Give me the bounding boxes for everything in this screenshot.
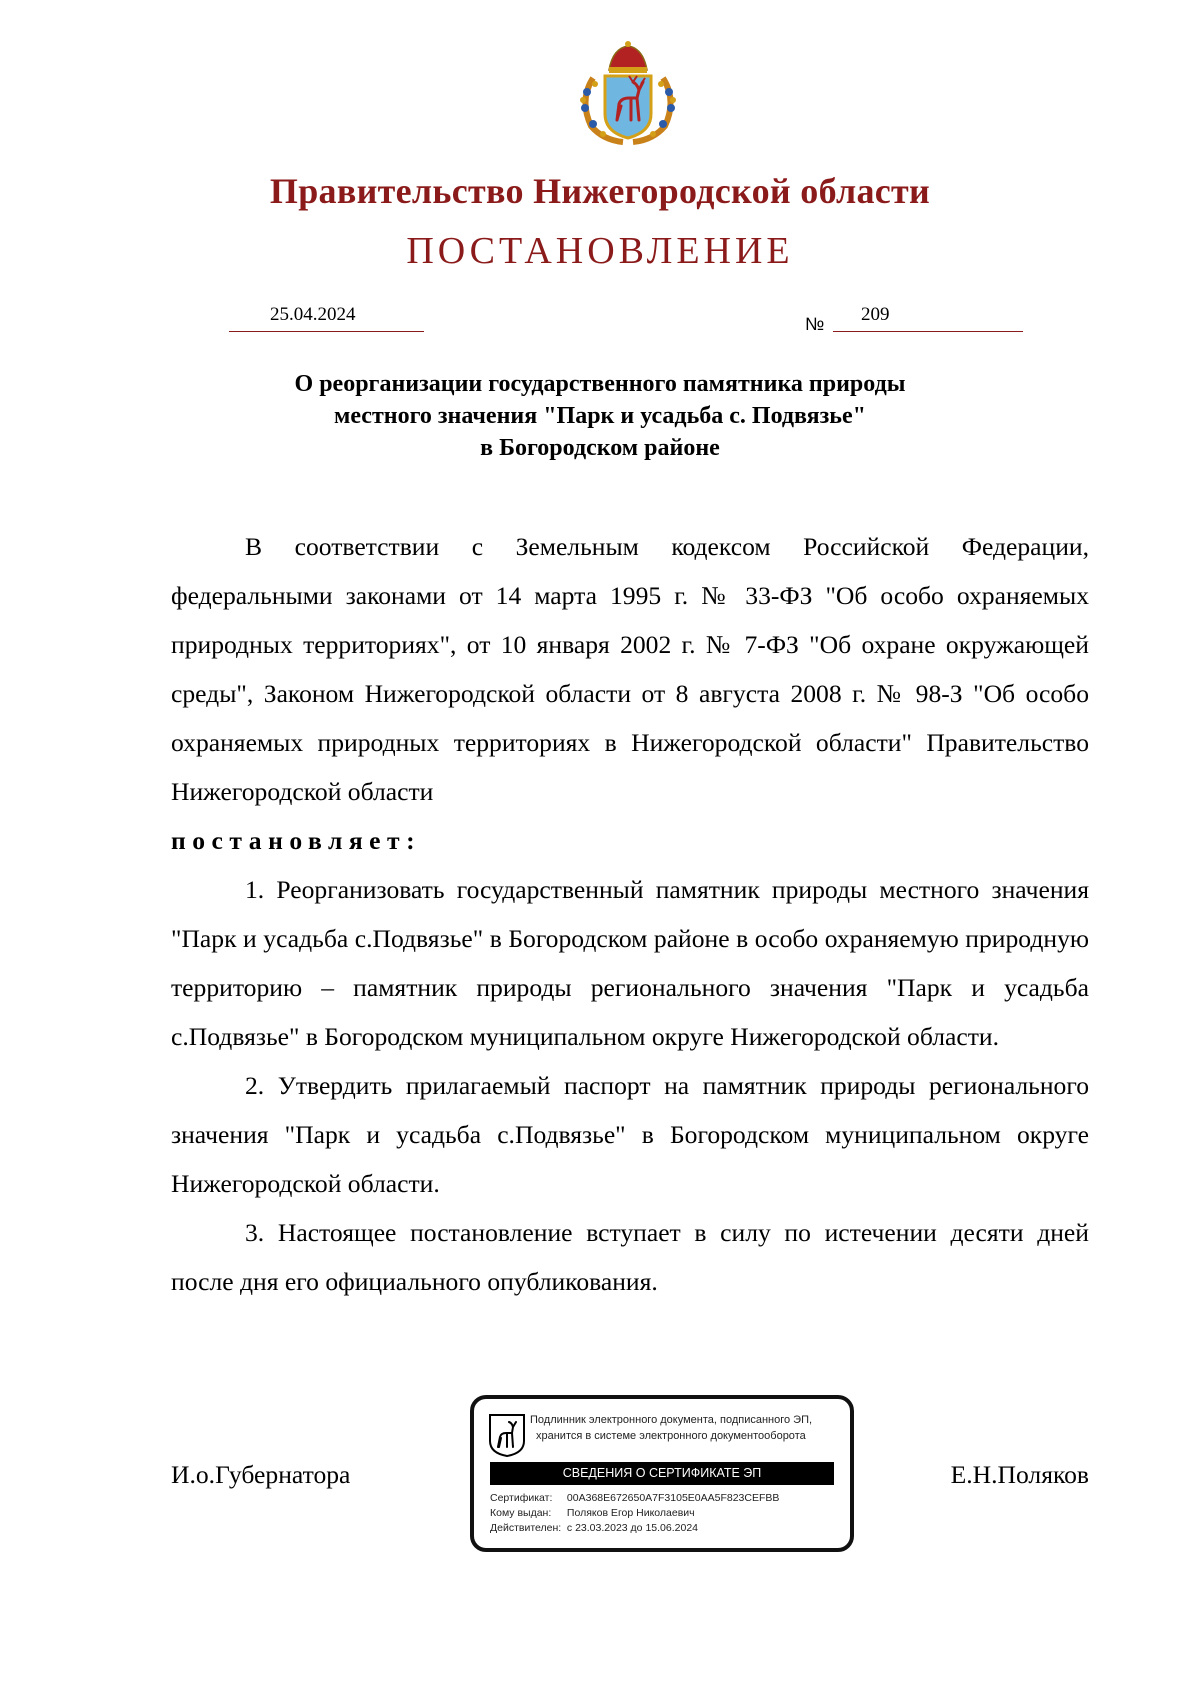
date-underline [229, 331, 424, 332]
document-title [0, 368, 1200, 464]
validity-row [490, 1522, 698, 1534]
validity-value: с 23.03.2023 до 15.06.2024 [566, 1522, 698, 1534]
certificate-info-bar: СВЕДЕНИЯ О СЕРТИФИКАТЕ ЭП [490, 1462, 834, 1485]
title-line-2: местного значения "Парк и усадьба с. Подвязье" [334, 403, 866, 429]
deer-emblem-icon [488, 1413, 526, 1457]
owner-row [490, 1507, 695, 1519]
owner-value: Поляков Егор Николаевич [566, 1507, 695, 1519]
signatory-name: Е.Н.Поляков [950, 1460, 1089, 1489]
document-number: 209 [861, 304, 890, 325]
signatory-role: И.о.Губернатора [171, 1460, 351, 1489]
resolution-item-2: 2. Утвердить прилагаемый паспорт на памятник природы регионального значения "Парк и усадьба с.Подвязье" в Богородском муниципальном округе Нижегородской области. [171, 1071, 1089, 1198]
resolution-item-1: 1. Реорганизовать государственный памятник природы местного значения "Парк и усадьба с.Подвязье" в Богородском районе в особо охраняемую природную территорию – памятник природы регионального значения "Парк и усадьба с.Подвязье" в Богородском муниципальном округе Нижегородской области. [171, 875, 1089, 1051]
coat-of-arms-emblem [573, 40, 683, 146]
resolves-word: постановляет: [171, 826, 422, 855]
certificate-row [490, 1492, 779, 1504]
document-type: ПОСТАНОВЛЕНИЕ [406, 230, 794, 272]
number-sign: № [805, 314, 825, 334]
owner-label: Кому выдан: [490, 1507, 552, 1519]
certificate-value: 00A368E672650A7F3105E0AA5F823CEFBB [566, 1492, 780, 1504]
validity-label: Действителен: [490, 1522, 562, 1534]
title-line-1: О реорганизации государственного памятника природы [294, 371, 906, 397]
stamp-text-line-1: Подлинник электронного документа, подписанного ЭП, [530, 1414, 813, 1426]
stamp-text-line-2: хранится в системе электронного документооборота [536, 1430, 806, 1442]
title-line-3: в Богородском районе [480, 435, 720, 461]
organization-name: Правительство Нижегородской области [269, 171, 931, 211]
document-body [171, 522, 1089, 1306]
e-signature-stamp [470, 1395, 854, 1552]
preamble-paragraph: В соответствии с Земельным кодексом Российской Федерации, федеральными законами от 14 марта 1995 г. № 33-ФЗ "Об особо охраняемых природных территориях", от 10 января 2002 г. № 7-ФЗ "Об охране окружающей среды", Законом Нижегородской области от 8 августа 2008 г. № 98-З "Об особо охраняемых природных территориях в Нижегородской области" Правительство Нижегородской области [171, 532, 1089, 806]
resolution-item-3: 3. Настоящее постановление вступает в силу по истечении десяти дней после дня его официального опубликования. [171, 1218, 1089, 1296]
document-date: 25.04.2024 [270, 304, 356, 325]
certificate-label: Сертификат: [490, 1492, 553, 1504]
number-underline [833, 331, 1023, 332]
